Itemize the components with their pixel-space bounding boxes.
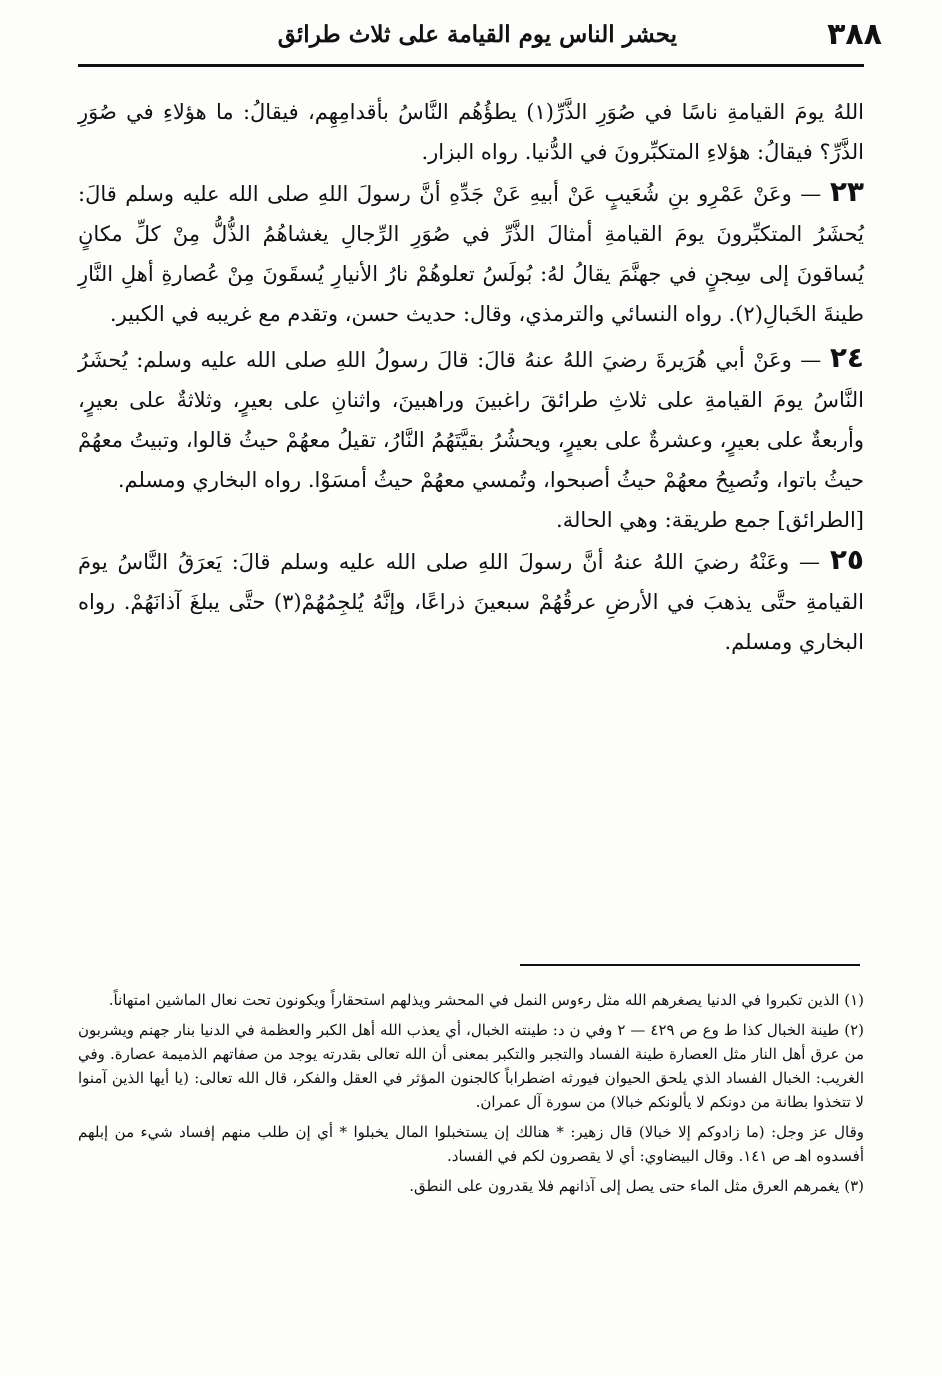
footnotes [78, 988, 864, 1204]
hadith-text: — وعَنْهُ رضيَ اللهُ عنهُ أنَّ رسولَ اللهِ صلى الله عليه وسلم قالَ: يَعرَقُ النَّاسُ يومَ القيامةِ حتَّى يذهبَ في الأرضِ عرقُهُمْ سبعينَ ذراعًا، وإنَّهُ يُلجِمُهُمْ(٣) حتَّى يبلغَ آذانَهُمْ. رواه البخاري ومسلم. [78, 550, 864, 654]
hadith-number: ٢٣ [829, 175, 864, 208]
hadith-25 [78, 540, 864, 662]
main-text [78, 92, 864, 662]
footnote-3: (٣) يغمرهم العرق مثل الماء حتى يصل إلى آذانهم فلا يقدرون على النطق. [409, 1177, 864, 1195]
glossary-text: [الطرائق] جمع طريقة: وهي الحالة. [556, 508, 864, 532]
footnote-2: (٢) طينة الخبال كذا ط وع ص ٤٢٩ — ٢ وفي ن د: طينته الخبال، أي يعذب الله أهل الكبر والعظمة في الدنيا بنار جهنم ويشربون من عرق أهل النار مثل العصارة طينة الفساد والتجبر والتكبر بمعنى أن الله تعالى بقدرته يوجد من صفاتهم الذميمة عصارة. وفي الغريب: الخبال الفساد الذي يلحق الحيوان فيورثه اضطراباً كالجنون المؤثر في العقل والفكر، قال الله تعالى: (يا أيها الذين آمنوا لا تتخذوا بطانة من دونكم لا يألونكم خبالا) من سورة آل عمران. [78, 1021, 864, 1111]
header-rule [78, 64, 864, 67]
glossary-note [78, 500, 864, 540]
hadith-text: — وعَنْ عَمْرِو بنِ شُعَيبٍ عَنْ أبيهِ عَنْ جَدِّهِ أنَّ رسولَ اللهِ صلى الله عليه وسلم قالَ: يُحشَرُ المتكبِّرونَ يومَ القيامةِ أمثالَ الذَّرِّ في صُوَرِ الرِّجالِ يغشاهُمُ الذُّلُّ مِنْ كلِّ مكانٍ يُساقونَ إلى سِجنٍ في جهنَّمَ يقالُ لهُ: بُولَسُ تعلوهُمْ نارُ الأنيارِ يُسقَونَ مِنْ عُصارةِ أهلِ النَّارِ طينةَ الخَبالِ(٢). رواه النسائي والترمذي، وقال: حديث حسن، وتقدم مع غريبه في الكبير. [78, 182, 864, 326]
hadith-continuation [78, 92, 864, 172]
hadith-number: ٢٤ [829, 341, 864, 374]
page-number: ٣٨٨ [827, 16, 882, 52]
page-header [60, 14, 882, 54]
hadith-23 [78, 172, 864, 334]
hadith-number: ٢٥ [829, 543, 864, 576]
footnote-1: (١) الذين تكبروا في الدنيا يصغرهم الله مثل رءوس النمل في المحشر ويذلهم استحقاراً ويكونون تحت نعال الماشين امتهاناً. [108, 991, 864, 1009]
hadith-24 [78, 338, 864, 500]
hadith-text: — وعَنْ أبي هُرَيرةَ رضيَ اللهُ عنهُ قالَ: قالَ رسولُ اللهِ صلى الله عليه وسلم: يُحشَرُ النَّاسُ يومَ القيامةِ على ثلاثِ طرائقَ راغبينَ وراهبينَ، واثنانِ على بعيرٍ، وثلاثةٌ على بعيرٍ، وأربعةٌ على بعيرٍ، وعشرةٌ على بعيرٍ، ويحشُرُ بقيَّتَهُمُ النَّارُ، تقيلُ معهُمْ حيثُ قالوا، وتبيتُ معهُمْ حيثُ باتوا، وتُصبِحُ معهُمْ حيثُ أصبحوا، وتُمسي معهُمْ حيثُ أمسَوْا. رواه البخاري ومسلم. [78, 348, 864, 492]
footnote-rule [520, 964, 860, 966]
hadith-text: اللهُ يومَ القيامةِ ناسًا في صُوَرِ الذَّرِّ(١) يطؤُهُم النَّاسُ بأقدامِهِم، فيقالُ: ما هؤلاءِ في صُوَرِ الذَّرِّ؟ فيقالُ: هؤلاءِ المتكبِّرونَ في الدُّنيا. رواه البزار. [78, 100, 864, 164]
running-title: يحشر الناس يوم القيامة على ثلاث طرائق [277, 20, 678, 48]
footnote-2-continued: وقال عز وجل: (ما زادوكم إلا خبالا) قال زهير: * هنالك إن يستخبلوا المال يخبلوا * أي إن طلب منهم إفساد شيء من إبلهم أفسدوه اهـ ص ١٤١. وقال البيضاوي: أي لا يقصرون لكم في الفساد. [78, 1123, 864, 1165]
